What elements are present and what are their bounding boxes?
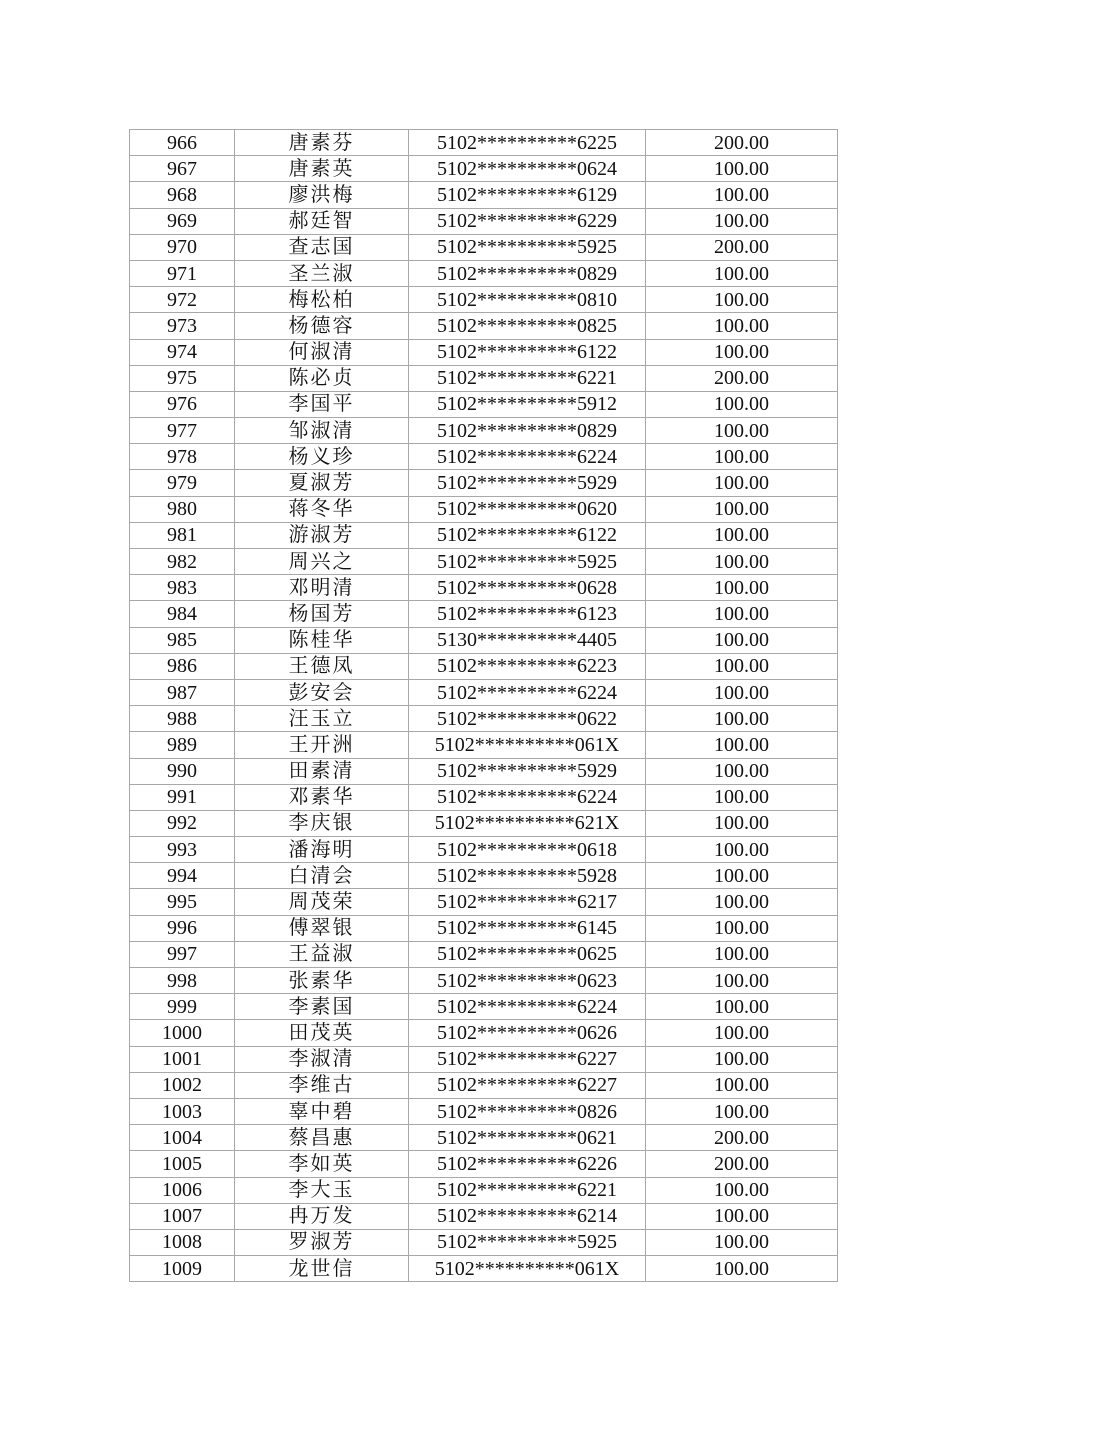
name-cell: 李素国 (235, 994, 409, 1020)
table-row (130, 444, 838, 470)
id-number-cell: 5102**********6224 (409, 994, 646, 1020)
table-row (130, 496, 838, 522)
id-number-cell: 5102**********0826 (409, 1098, 646, 1124)
name-cell: 王德凤 (235, 653, 409, 679)
amount-cell: 100.00 (646, 1046, 838, 1072)
row-number-cell: 983 (130, 575, 235, 601)
name-cell: 李国平 (235, 391, 409, 417)
row-number-cell: 968 (130, 182, 235, 208)
row-number-cell: 1005 (130, 1151, 235, 1177)
table-row (130, 758, 838, 784)
name-cell: 蔡昌惠 (235, 1125, 409, 1151)
name-cell: 邹淑清 (235, 418, 409, 444)
row-number-cell: 978 (130, 444, 235, 470)
row-number-cell: 972 (130, 287, 235, 313)
name-cell: 邓素华 (235, 784, 409, 810)
row-number-cell: 1007 (130, 1203, 235, 1229)
id-number-cell: 5102**********6217 (409, 889, 646, 915)
name-cell: 田茂英 (235, 1020, 409, 1046)
id-number-cell: 5102**********6224 (409, 444, 646, 470)
amount-cell: 200.00 (646, 1125, 838, 1151)
id-number-cell: 5130**********4405 (409, 627, 646, 653)
table-row (130, 1072, 838, 1098)
row-number-cell: 974 (130, 339, 235, 365)
id-number-cell: 5102**********5929 (409, 758, 646, 784)
id-number-cell: 5102**********6221 (409, 1177, 646, 1203)
row-number-cell: 996 (130, 915, 235, 941)
id-number-cell: 5102**********061X (409, 732, 646, 758)
amount-cell: 100.00 (646, 575, 838, 601)
table-row (130, 837, 838, 863)
id-number-cell: 5102**********5929 (409, 470, 646, 496)
amount-cell: 100.00 (646, 1177, 838, 1203)
id-number-cell: 5102**********0622 (409, 706, 646, 732)
amount-cell: 100.00 (646, 837, 838, 863)
name-cell: 彭安会 (235, 679, 409, 705)
row-number-cell: 993 (130, 837, 235, 863)
table-row (130, 208, 838, 234)
id-number-cell: 5102**********6221 (409, 365, 646, 391)
table-row (130, 182, 838, 208)
name-cell: 冉万发 (235, 1203, 409, 1229)
name-cell: 圣兰淑 (235, 260, 409, 286)
table-row (130, 1203, 838, 1229)
name-cell: 查志国 (235, 234, 409, 260)
name-cell: 辜中碧 (235, 1098, 409, 1124)
amount-cell: 100.00 (646, 470, 838, 496)
id-number-cell: 5102**********6229 (409, 208, 646, 234)
id-number-cell: 5102**********0628 (409, 575, 646, 601)
amount-cell: 100.00 (646, 784, 838, 810)
name-cell: 周茂荣 (235, 889, 409, 915)
table-row (130, 234, 838, 260)
name-cell: 郝廷智 (235, 208, 409, 234)
row-number-cell: 1002 (130, 1072, 235, 1098)
row-number-cell: 984 (130, 601, 235, 627)
amount-cell: 100.00 (646, 941, 838, 967)
amount-cell: 100.00 (646, 182, 838, 208)
id-number-cell: 5102**********0626 (409, 1020, 646, 1046)
row-number-cell: 982 (130, 549, 235, 575)
row-number-cell: 976 (130, 391, 235, 417)
name-cell: 陈必贞 (235, 365, 409, 391)
id-number-cell: 5102**********6123 (409, 601, 646, 627)
name-cell: 周兴之 (235, 549, 409, 575)
id-number-cell: 5102**********0829 (409, 260, 646, 286)
id-number-cell: 5102**********6224 (409, 679, 646, 705)
id-number-cell: 5102**********0620 (409, 496, 646, 522)
amount-cell: 100.00 (646, 863, 838, 889)
id-number-cell: 5102**********5925 (409, 549, 646, 575)
amount-cell: 100.00 (646, 287, 838, 313)
row-number-cell: 989 (130, 732, 235, 758)
id-number-cell: 5102**********0621 (409, 1125, 646, 1151)
table-row (130, 889, 838, 915)
row-number-cell: 973 (130, 313, 235, 339)
row-number-cell: 997 (130, 941, 235, 967)
row-number-cell: 990 (130, 758, 235, 784)
amount-cell: 100.00 (646, 313, 838, 339)
row-number-cell: 971 (130, 260, 235, 286)
table-row (130, 679, 838, 705)
amount-cell: 100.00 (646, 810, 838, 836)
amount-cell: 100.00 (646, 208, 838, 234)
amount-cell: 100.00 (646, 522, 838, 548)
table-row (130, 549, 838, 575)
row-number-cell: 991 (130, 784, 235, 810)
name-cell: 王益淑 (235, 941, 409, 967)
row-number-cell: 994 (130, 863, 235, 889)
id-number-cell: 5102**********6122 (409, 522, 646, 548)
table-row (130, 313, 838, 339)
name-cell: 夏淑芳 (235, 470, 409, 496)
table-row (130, 863, 838, 889)
table-row (130, 1229, 838, 1255)
table-row (130, 706, 838, 732)
id-number-cell: 5102**********6225 (409, 130, 646, 156)
table-row (130, 627, 838, 653)
id-number-cell: 5102**********6227 (409, 1046, 646, 1072)
amount-cell: 100.00 (646, 496, 838, 522)
table-body (130, 130, 838, 1282)
amount-cell: 100.00 (646, 994, 838, 1020)
name-cell: 邓明清 (235, 575, 409, 601)
table-row (130, 1098, 838, 1124)
id-number-cell: 5102**********061X (409, 1256, 646, 1282)
id-number-cell: 5102**********0624 (409, 156, 646, 182)
row-number-cell: 966 (130, 130, 235, 156)
row-number-cell: 1004 (130, 1125, 235, 1151)
row-number-cell: 1001 (130, 1046, 235, 1072)
amount-cell: 100.00 (646, 889, 838, 915)
row-number-cell: 999 (130, 994, 235, 1020)
row-number-cell: 1003 (130, 1098, 235, 1124)
row-number-cell: 995 (130, 889, 235, 915)
amount-cell: 200.00 (646, 1151, 838, 1177)
table-row (130, 653, 838, 679)
amount-cell: 100.00 (646, 732, 838, 758)
name-cell: 杨国芳 (235, 601, 409, 627)
table-row (130, 522, 838, 548)
amount-cell: 100.00 (646, 915, 838, 941)
row-number-cell: 987 (130, 679, 235, 705)
id-number-cell: 5102**********6122 (409, 339, 646, 365)
table-row (130, 732, 838, 758)
row-number-cell: 967 (130, 156, 235, 182)
table-row (130, 391, 838, 417)
row-number-cell: 992 (130, 810, 235, 836)
row-number-cell: 1008 (130, 1229, 235, 1255)
amount-cell: 100.00 (646, 968, 838, 994)
name-cell: 杨义珍 (235, 444, 409, 470)
amount-cell: 100.00 (646, 444, 838, 470)
table-row (130, 287, 838, 313)
id-number-cell: 5102**********5925 (409, 234, 646, 260)
row-number-cell: 977 (130, 418, 235, 444)
table-row (130, 941, 838, 967)
table-row (130, 968, 838, 994)
name-cell: 李维古 (235, 1072, 409, 1098)
amount-cell: 100.00 (646, 549, 838, 575)
name-cell: 王开洲 (235, 732, 409, 758)
name-cell: 廖洪梅 (235, 182, 409, 208)
id-number-cell: 5102**********0829 (409, 418, 646, 444)
row-number-cell: 981 (130, 522, 235, 548)
table-row (130, 470, 838, 496)
id-number-cell: 5102**********6226 (409, 1151, 646, 1177)
id-number-cell: 5102**********0623 (409, 968, 646, 994)
name-cell: 田素清 (235, 758, 409, 784)
name-cell: 唐素芬 (235, 130, 409, 156)
row-number-cell: 1000 (130, 1020, 235, 1046)
table-row (130, 365, 838, 391)
table-row (130, 418, 838, 444)
id-number-cell: 5102**********6223 (409, 653, 646, 679)
name-cell: 李如英 (235, 1151, 409, 1177)
name-cell: 唐素英 (235, 156, 409, 182)
name-cell: 汪玉立 (235, 706, 409, 732)
amount-cell: 100.00 (646, 679, 838, 705)
row-number-cell: 998 (130, 968, 235, 994)
row-number-cell: 969 (130, 208, 235, 234)
id-number-cell: 5102**********5912 (409, 391, 646, 417)
row-number-cell: 988 (130, 706, 235, 732)
id-number-cell: 5102**********0810 (409, 287, 646, 313)
table-row (130, 130, 838, 156)
amount-cell: 100.00 (646, 1256, 838, 1282)
amount-cell: 100.00 (646, 706, 838, 732)
name-cell: 白清会 (235, 863, 409, 889)
table-row (130, 339, 838, 365)
table-row (130, 156, 838, 182)
row-number-cell: 970 (130, 234, 235, 260)
amount-cell: 100.00 (646, 391, 838, 417)
table-row (130, 260, 838, 286)
id-number-cell: 5102**********6129 (409, 182, 646, 208)
amount-cell: 100.00 (646, 653, 838, 679)
amount-cell: 100.00 (646, 1072, 838, 1098)
table-row (130, 810, 838, 836)
id-number-cell: 5102**********6224 (409, 784, 646, 810)
row-number-cell: 1006 (130, 1177, 235, 1203)
id-number-cell: 5102**********0618 (409, 837, 646, 863)
amount-cell: 100.00 (646, 260, 838, 286)
amount-cell: 100.00 (646, 627, 838, 653)
table-row (130, 915, 838, 941)
id-number-cell: 5102**********0825 (409, 313, 646, 339)
amount-cell: 100.00 (646, 156, 838, 182)
amount-cell: 200.00 (646, 365, 838, 391)
name-cell: 杨德容 (235, 313, 409, 339)
table-row (130, 1125, 838, 1151)
table-row (130, 994, 838, 1020)
amount-cell: 200.00 (646, 234, 838, 260)
amount-cell: 100.00 (646, 1229, 838, 1255)
amount-cell: 100.00 (646, 418, 838, 444)
name-cell: 何淑清 (235, 339, 409, 365)
id-number-cell: 5102**********6145 (409, 915, 646, 941)
payment-table (129, 129, 838, 1282)
table-row (130, 1046, 838, 1072)
name-cell: 傅翠银 (235, 915, 409, 941)
amount-cell: 100.00 (646, 1098, 838, 1124)
amount-cell: 100.00 (646, 1020, 838, 1046)
id-number-cell: 5102**********621X (409, 810, 646, 836)
name-cell: 游淑芳 (235, 522, 409, 548)
table-row (130, 784, 838, 810)
name-cell: 潘海明 (235, 837, 409, 863)
id-number-cell: 5102**********6227 (409, 1072, 646, 1098)
table-row (130, 1256, 838, 1282)
amount-cell: 100.00 (646, 339, 838, 365)
amount-cell: 100.00 (646, 1203, 838, 1229)
amount-cell: 100.00 (646, 601, 838, 627)
name-cell: 龙世信 (235, 1256, 409, 1282)
id-number-cell: 5102**********6214 (409, 1203, 646, 1229)
name-cell: 梅松柏 (235, 287, 409, 313)
table-row (130, 1020, 838, 1046)
row-number-cell: 980 (130, 496, 235, 522)
id-number-cell: 5102**********0625 (409, 941, 646, 967)
row-number-cell: 975 (130, 365, 235, 391)
table-row (130, 575, 838, 601)
name-cell: 蒋冬华 (235, 496, 409, 522)
id-number-cell: 5102**********5928 (409, 863, 646, 889)
name-cell: 李庆银 (235, 810, 409, 836)
table-row (130, 601, 838, 627)
name-cell: 张素华 (235, 968, 409, 994)
amount-cell: 100.00 (646, 758, 838, 784)
table-row (130, 1177, 838, 1203)
row-number-cell: 986 (130, 653, 235, 679)
name-cell: 陈桂华 (235, 627, 409, 653)
row-number-cell: 985 (130, 627, 235, 653)
id-number-cell: 5102**********5925 (409, 1229, 646, 1255)
row-number-cell: 1009 (130, 1256, 235, 1282)
table-row (130, 1151, 838, 1177)
name-cell: 罗淑芳 (235, 1229, 409, 1255)
name-cell: 李大玉 (235, 1177, 409, 1203)
amount-cell: 200.00 (646, 130, 838, 156)
name-cell: 李淑清 (235, 1046, 409, 1072)
row-number-cell: 979 (130, 470, 235, 496)
